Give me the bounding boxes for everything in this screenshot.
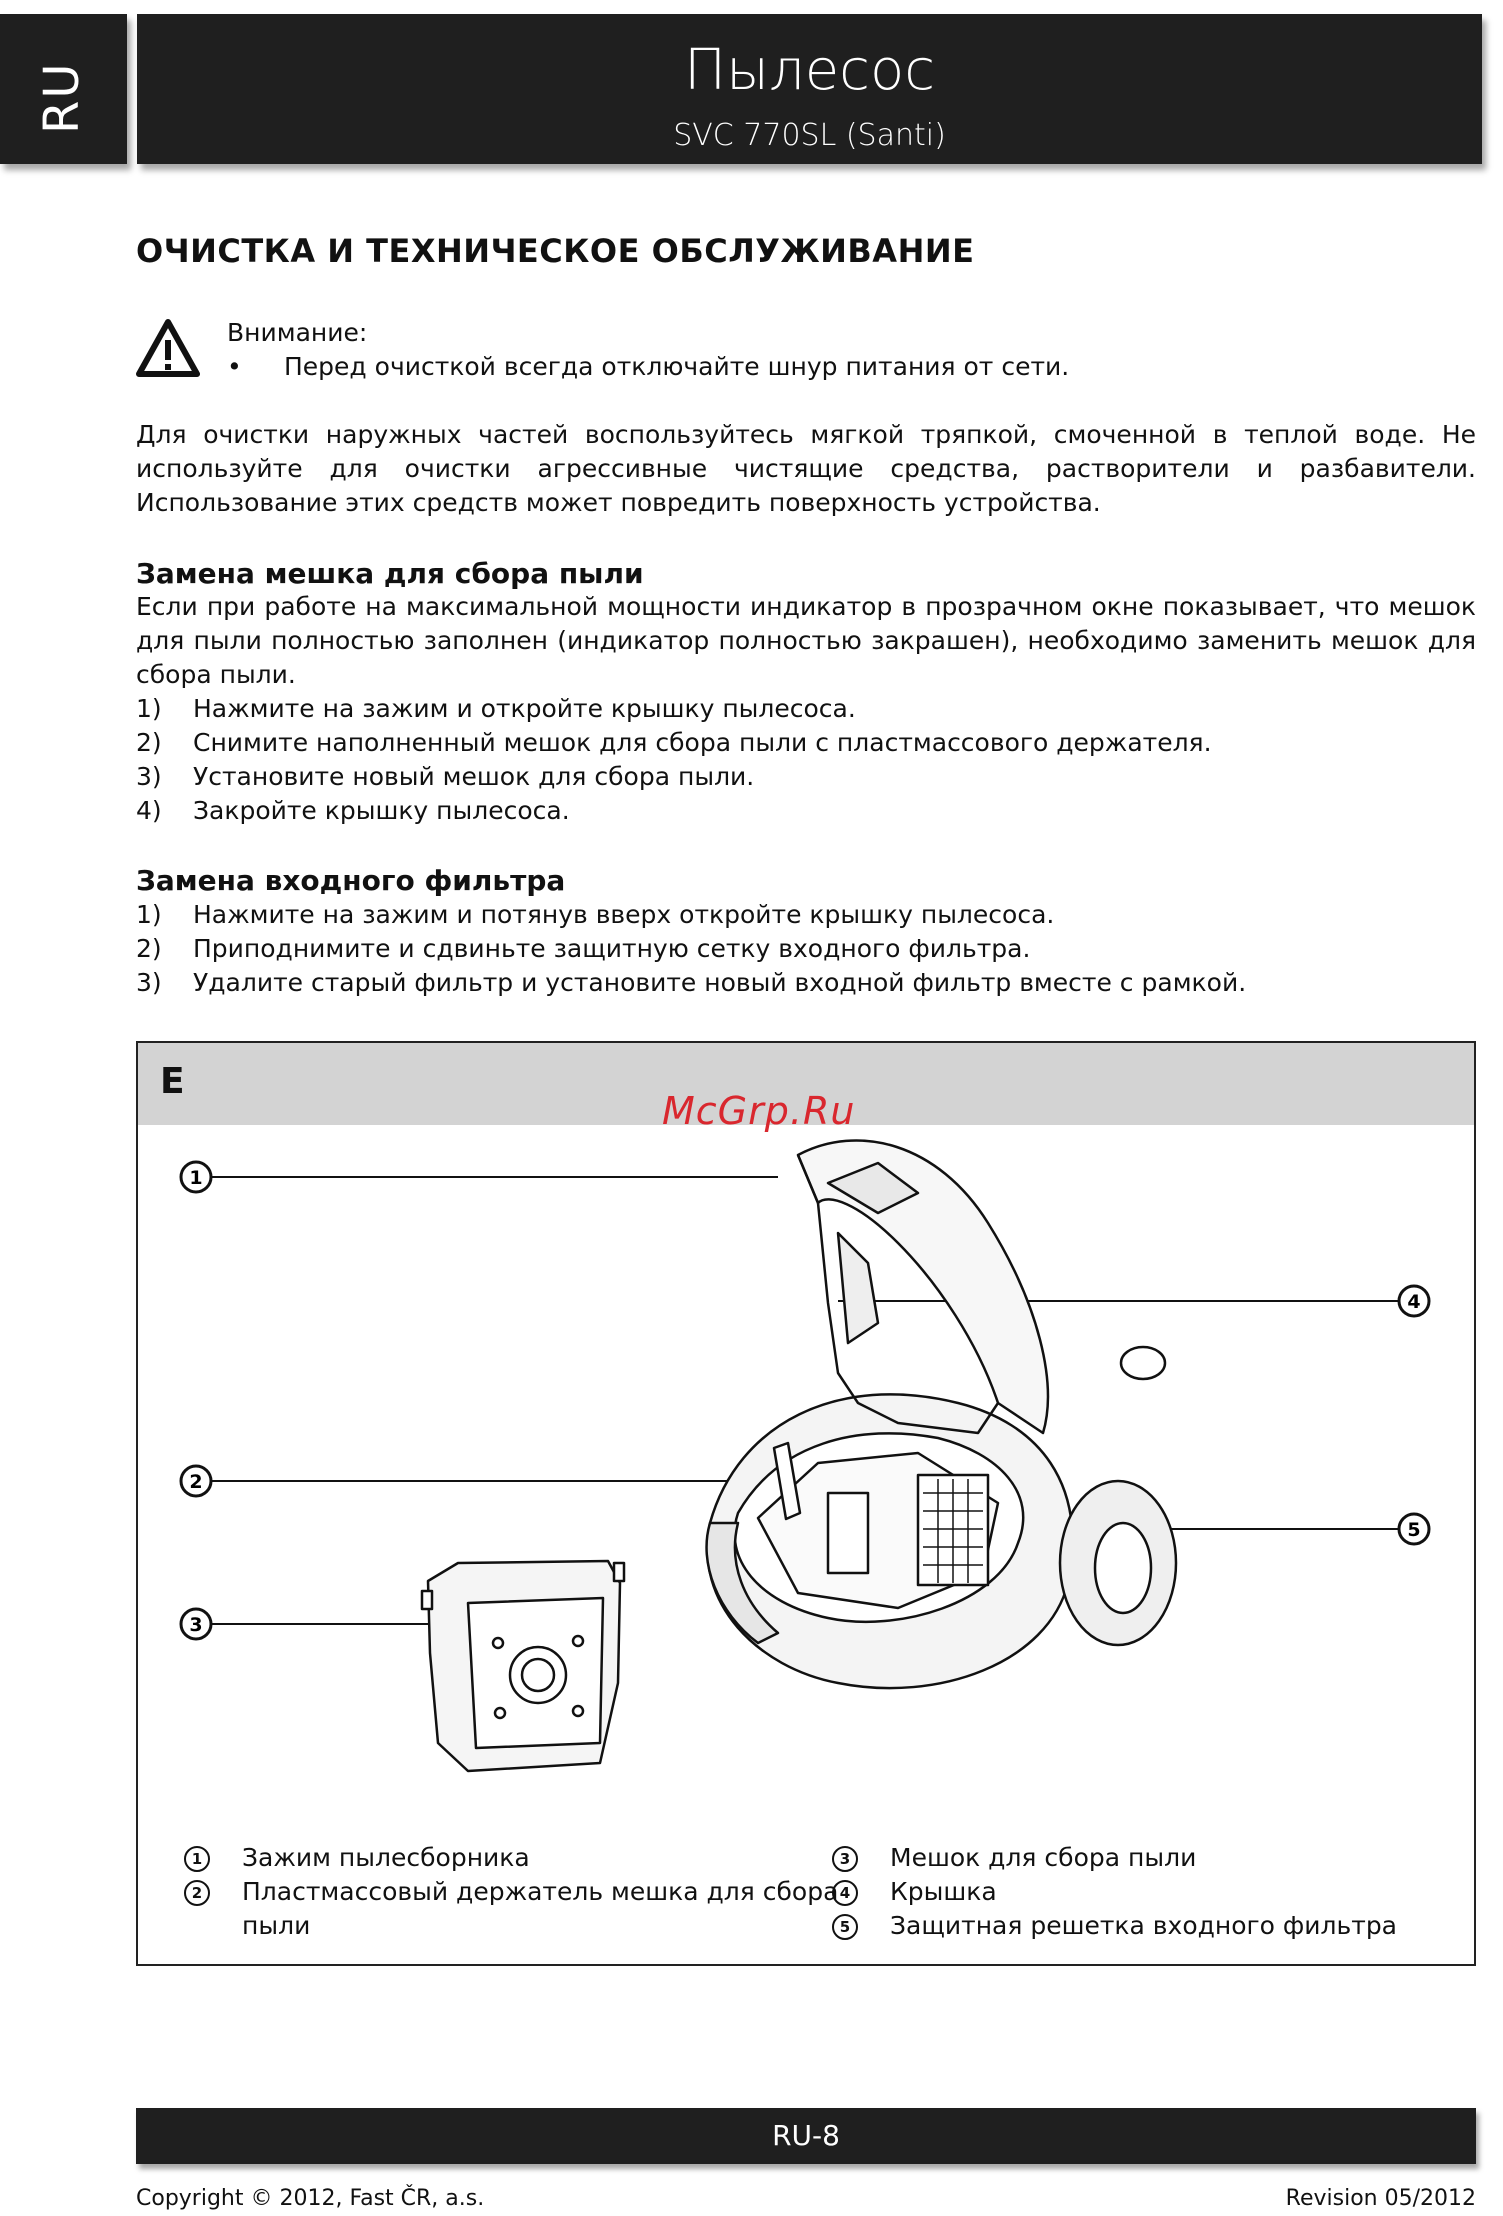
list-item: 4) Закройте крышку пылесоса. [136, 796, 570, 825]
bag-steps-list [136, 692, 1476, 828]
svg-text:3: 3 [189, 1614, 203, 1636]
page-number: RU-8 [772, 2119, 840, 2152]
bag-paragraph: Если при работе на максимальной мощности индикатор в прозрачном окне показывает, что мешок для пыли полностью заполнен (индикатор полностью закрашен), необходимо заменить мешок для сбора пыли. [136, 592, 1476, 689]
page-title: Пылесос [683, 38, 936, 103]
language-label: RU [34, 61, 90, 134]
list-item: 2) Приподнимите и сдвиньте защитную сетку входного фильтра. [136, 934, 1031, 963]
warning-icon [136, 318, 200, 378]
bag-heading: Замена мешка для сбора пыли [136, 557, 644, 590]
list-item: 2) Снимите наполненный мешок для сбора пыли с пластмассового держателя. [136, 728, 1212, 757]
language-tab [0, 14, 127, 164]
callout-2 [181, 1466, 211, 1496]
filter-heading: Замена входного фильтра [136, 864, 566, 897]
svg-text:1: 1 [189, 1167, 203, 1189]
vacuum-body [707, 1140, 1176, 1688]
callout-5 [1399, 1514, 1429, 1544]
dust-bag [422, 1561, 624, 1771]
cleaning-paragraph: Для очистки наружных частей воспользуйтесь мягкой тряпкой, смоченной в теплой воде. Не используйте для очистки агрессивные чистящие средства, растворители и разбавители. Использование этих средств может повредить поверхность устройства. [136, 420, 1476, 517]
figure-letter: E [160, 1061, 185, 1102]
model-subtitle: SVC 770SL (Santi) [673, 118, 946, 153]
revision: Revision 05/2012 [1285, 2186, 1476, 2211]
svg-text:2: 2 [189, 1471, 203, 1493]
section-title: ОЧИСТКА И ТЕХНИЧЕСКОЕ ОБСЛУЖИВАНИЕ [136, 232, 975, 270]
list-item: 3) Установите новый мешок для сбора пыли. [136, 762, 755, 791]
warning-bullet: • [227, 352, 242, 381]
figure-e: E McGrp.Ru 1 4 2 5 3 1 Зажим пылесборника 2 Пластмассовый держатель мешка для сбора пыли 3 Мешок для сбора пыли 4 Крышка 5 Защитная решетка входного фильтра [136, 1041, 1476, 1966]
callout-4 [1399, 1286, 1429, 1316]
header-bar [137, 14, 1482, 164]
warning-label: Внимание: [227, 318, 368, 347]
list-item: 1) Нажмите на зажим и потянув вверх откройте крышку пылесоса. [136, 900, 1055, 929]
page-number-bar [136, 2108, 1476, 2164]
warning-text: Перед очисткой всегда отключайте шнур питания от сети. [284, 352, 1070, 381]
watermark: McGrp.Ru [662, 1089, 856, 1133]
svg-text:4: 4 [1407, 1291, 1421, 1313]
callout-3 [181, 1609, 211, 1639]
vacuum-illustration [138, 1043, 1474, 1833]
list-item: 1) Нажмите на зажим и откройте крышку пылесоса. [136, 694, 856, 723]
list-item: 3) Удалите старый фильтр и установите новый входной фильтр вместе с рамкой. [136, 968, 1247, 997]
callout-1 [181, 1162, 211, 1192]
copyright: Copyright © 2012, Fast ČR, a.s. [136, 2186, 485, 2211]
filter-steps-list [136, 898, 1476, 1000]
svg-text:5: 5 [1407, 1519, 1421, 1541]
